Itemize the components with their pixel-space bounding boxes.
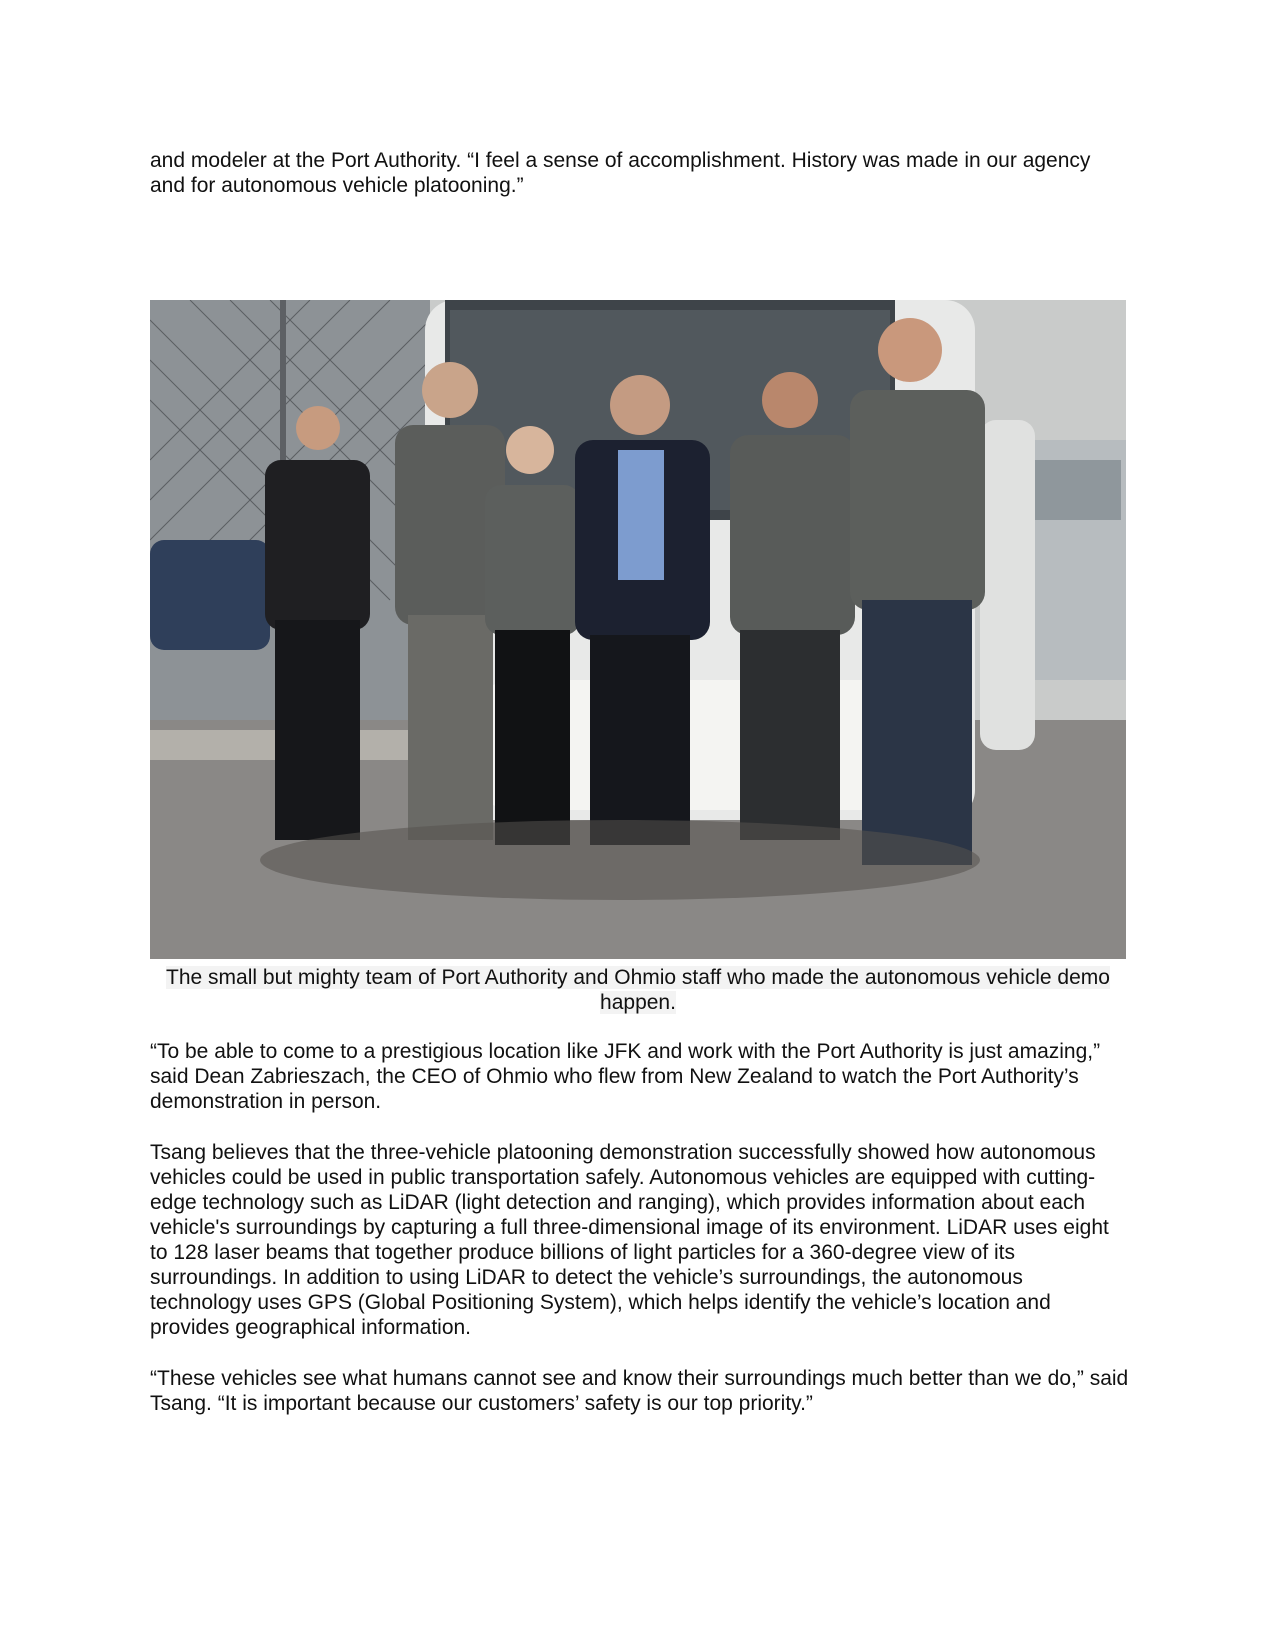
paragraph-text: and modeler at the Port Authority. “I feel a sense of accomplishment. History was made in our agency and for autonomous vehicle platooning.”: [150, 149, 1091, 197]
paragraph-ceo-quote: [150, 1039, 1130, 1114]
paragraph-intro-quote: [150, 148, 1130, 198]
photo-caption: [150, 965, 1126, 1015]
photo-caption-text: The small but mighty team of Port Authority and Ohmio staff who made the autonomous vehicle demo happen.: [166, 966, 1110, 1014]
paragraph-text: “These vehicles see what humans cannot see and know their surroundings much better than we do,” said Tsang. “It is important because our customers’ safety is our top priority.”: [150, 1367, 1129, 1415]
team-photo-illustration: [150, 300, 1126, 959]
paragraph-lidar: [150, 1140, 1130, 1340]
paragraph-tsang-quote: [150, 1366, 1130, 1416]
paragraph-text: “To be able to come to a prestigious location like JFK and work with the Port Authority is just amazing,” said Dean Zabrieszach, the CEO of Ohmio who flew from New Zealand to watch the Port Authority’s demonstration in person.: [150, 1040, 1101, 1113]
paragraph-text: Tsang believes that the three-vehicle platooning demonstration successfully showed how autonomous vehicles could be used in public transportation safely. Autonomous vehicles are equipped with cutting-edge technology such as LiDAR (light detection and ranging), which provides information about each vehicle's surroundings by capturing a full three-dimensional image of its environment. LiDAR uses eight to 128 laser beams that together produce billions of light particles for a 360-degree view of its surroundings. In addition to using LiDAR to detect the vehicle’s surroundings, the autonomous technology uses GPS (Global Positioning System), which helps identify the vehicle’s location and provides geographical information.: [150, 1141, 1109, 1339]
team-photo: [150, 300, 1126, 959]
